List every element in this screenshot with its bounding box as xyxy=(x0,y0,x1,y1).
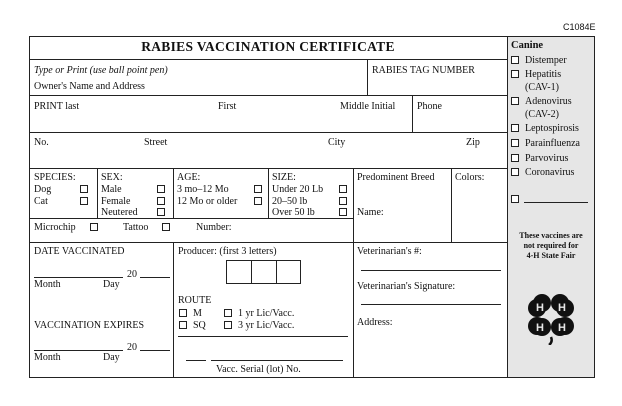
size-option-20-50: 20–50 lb xyxy=(272,196,308,207)
hepatitis-label: Hepatitis xyxy=(525,69,562,80)
distemper-label: Distemper xyxy=(525,55,567,66)
address-no-label: No. xyxy=(34,137,49,148)
size-over-50-checkbox[interactable] xyxy=(339,208,347,216)
size-option-under-20: Under 20 Lb xyxy=(272,184,324,195)
four-h-clover-icon xyxy=(523,289,579,345)
lic-1yr-label: 1 yr Lic/Vacc. xyxy=(238,308,295,319)
cav2-label: (CAV-2) xyxy=(525,109,559,120)
species-label: SPECIES: xyxy=(34,172,76,183)
tattoo-checkbox[interactable] xyxy=(162,223,170,231)
lic-1yr-checkbox[interactable] xyxy=(224,309,232,317)
date-vaccinated-day: Day xyxy=(103,279,120,290)
species-dog-checkbox[interactable] xyxy=(80,185,88,193)
cav1-label: (CAV-1) xyxy=(525,82,559,93)
leptospirosis-checkbox[interactable] xyxy=(511,124,519,132)
first-name-label: First xyxy=(218,101,237,112)
svg-text:H: H xyxy=(536,302,544,314)
tattoo-label: Tattoo xyxy=(123,222,149,233)
route-m-checkbox[interactable] xyxy=(179,309,187,317)
species-cat-checkbox[interactable] xyxy=(80,197,88,205)
route-label: ROUTE xyxy=(178,295,212,306)
parvovirus-label: Parvovirus xyxy=(525,153,569,164)
parainfluenza-label: Parainfluenza xyxy=(525,138,580,149)
type-instruction: Type or Print (use ball point pen) xyxy=(34,65,168,76)
route-m-label: M xyxy=(193,308,202,319)
print-last-label: PRINT last xyxy=(34,101,80,112)
microchip-label: Microchip xyxy=(34,222,76,233)
species-option-dog: Dog xyxy=(34,184,52,195)
svg-text:H: H xyxy=(558,302,566,314)
producer-label: Producer: (first 3 letters) xyxy=(178,246,277,257)
serial-label: Vacc. Serial (lot) No. xyxy=(216,364,301,375)
vet-address-label: Address: xyxy=(357,317,393,328)
page-title: RABIES VACCINATION CERTIFICATE xyxy=(141,39,395,54)
lic-3yr-checkbox[interactable] xyxy=(224,321,232,329)
age-label: AGE: xyxy=(177,172,201,183)
pet-name-label: Name: xyxy=(357,207,384,218)
vaccine-note-line3: 4-H State Fair xyxy=(526,251,576,260)
lic-3yr-label: 3 yr Lic/Vacc. xyxy=(238,320,295,331)
rabies-tag-label: RABIES TAG NUMBER xyxy=(372,65,475,76)
breed-label: Predominent Breed xyxy=(357,172,435,183)
other-vaccine-line[interactable] xyxy=(524,202,588,203)
date-vaccinated-label: DATE VACCINATED xyxy=(34,246,125,257)
date-vaccinated-line[interactable] xyxy=(34,277,123,278)
serial-prefix-line[interactable] xyxy=(186,360,206,361)
date-vaccinated-month: Month xyxy=(34,279,61,290)
adenovirus-checkbox[interactable] xyxy=(511,97,519,105)
expires-year-line[interactable] xyxy=(140,350,170,351)
expires-month: Month xyxy=(34,352,61,363)
species-option-cat: Cat xyxy=(34,196,48,207)
vet-number-line[interactable] xyxy=(361,270,501,271)
sex-option-male: Male xyxy=(101,184,122,195)
microchip-checkbox[interactable] xyxy=(90,223,98,231)
sex-male-checkbox[interactable] xyxy=(157,185,165,193)
sex-option-female: Female xyxy=(101,196,131,207)
leptospirosis-label: Leptospirosis xyxy=(525,123,579,134)
vaccine-note-line1: These vaccines are xyxy=(519,231,583,240)
svg-text:H: H xyxy=(558,322,566,334)
age-3-12-checkbox[interactable] xyxy=(254,185,262,193)
coronavirus-checkbox[interactable] xyxy=(511,168,519,176)
owner-name-label: Owner's Name and Address xyxy=(34,81,145,92)
sex-option-neutered: Neutered xyxy=(101,207,138,218)
age-12-older-checkbox[interactable] xyxy=(254,197,262,205)
city-label: City xyxy=(328,137,346,148)
vet-signature-line[interactable] xyxy=(361,304,501,305)
middle-initial-label: Middle Initial xyxy=(340,101,396,112)
vet-number-label: Veterinarian's #: xyxy=(357,246,422,257)
sex-neutered-checkbox[interactable] xyxy=(157,208,165,216)
street-label: Street xyxy=(144,137,168,148)
adenovirus-label: Adenovirus xyxy=(525,96,572,107)
age-option-12-older: 12 Mo or older xyxy=(177,196,238,207)
sex-label: SEX: xyxy=(101,172,123,183)
parvovirus-checkbox[interactable] xyxy=(511,154,519,162)
route-sq-checkbox[interactable] xyxy=(179,321,187,329)
form-code: C1084E xyxy=(563,22,596,32)
vet-signature-label: Veterinarian's Signature: xyxy=(357,281,456,292)
distemper-checkbox[interactable] xyxy=(511,56,519,64)
phone-label: Phone xyxy=(417,101,442,112)
other-vaccine-checkbox[interactable] xyxy=(511,195,519,203)
producer-letter-boxes[interactable] xyxy=(226,260,301,284)
vaccination-expires-label: VACCINATION EXPIRES xyxy=(34,320,145,331)
svg-text:H: H xyxy=(536,322,544,334)
number-label: Number: xyxy=(196,222,232,233)
size-label: SIZE: xyxy=(272,172,296,183)
age-option-3-12: 3 mo–12 Mo xyxy=(177,184,229,195)
colors-label: Colors: xyxy=(455,172,485,183)
canine-header: Canine xyxy=(511,40,544,51)
sex-female-checkbox[interactable] xyxy=(157,197,165,205)
expires-date-line[interactable] xyxy=(34,350,123,351)
route-sq-label: SQ xyxy=(193,320,206,331)
expires-year-prefix: 20 xyxy=(127,342,137,353)
size-under-20-checkbox[interactable] xyxy=(339,185,347,193)
size-option-over-50: Over 50 lb xyxy=(272,207,315,218)
vaccine-note-line2: not required for xyxy=(523,241,579,250)
coronavirus-label: Coronavirus xyxy=(525,167,575,178)
serial-number-line[interactable] xyxy=(211,360,343,361)
hepatitis-checkbox[interactable] xyxy=(511,70,519,78)
expires-day: Day xyxy=(103,352,120,363)
parainfluenza-checkbox[interactable] xyxy=(511,139,519,147)
size-20-50-checkbox[interactable] xyxy=(339,197,347,205)
date-vaccinated-year-prefix: 20 xyxy=(127,269,137,280)
date-vaccinated-year-line[interactable] xyxy=(140,277,170,278)
zip-label: Zip xyxy=(466,137,480,148)
